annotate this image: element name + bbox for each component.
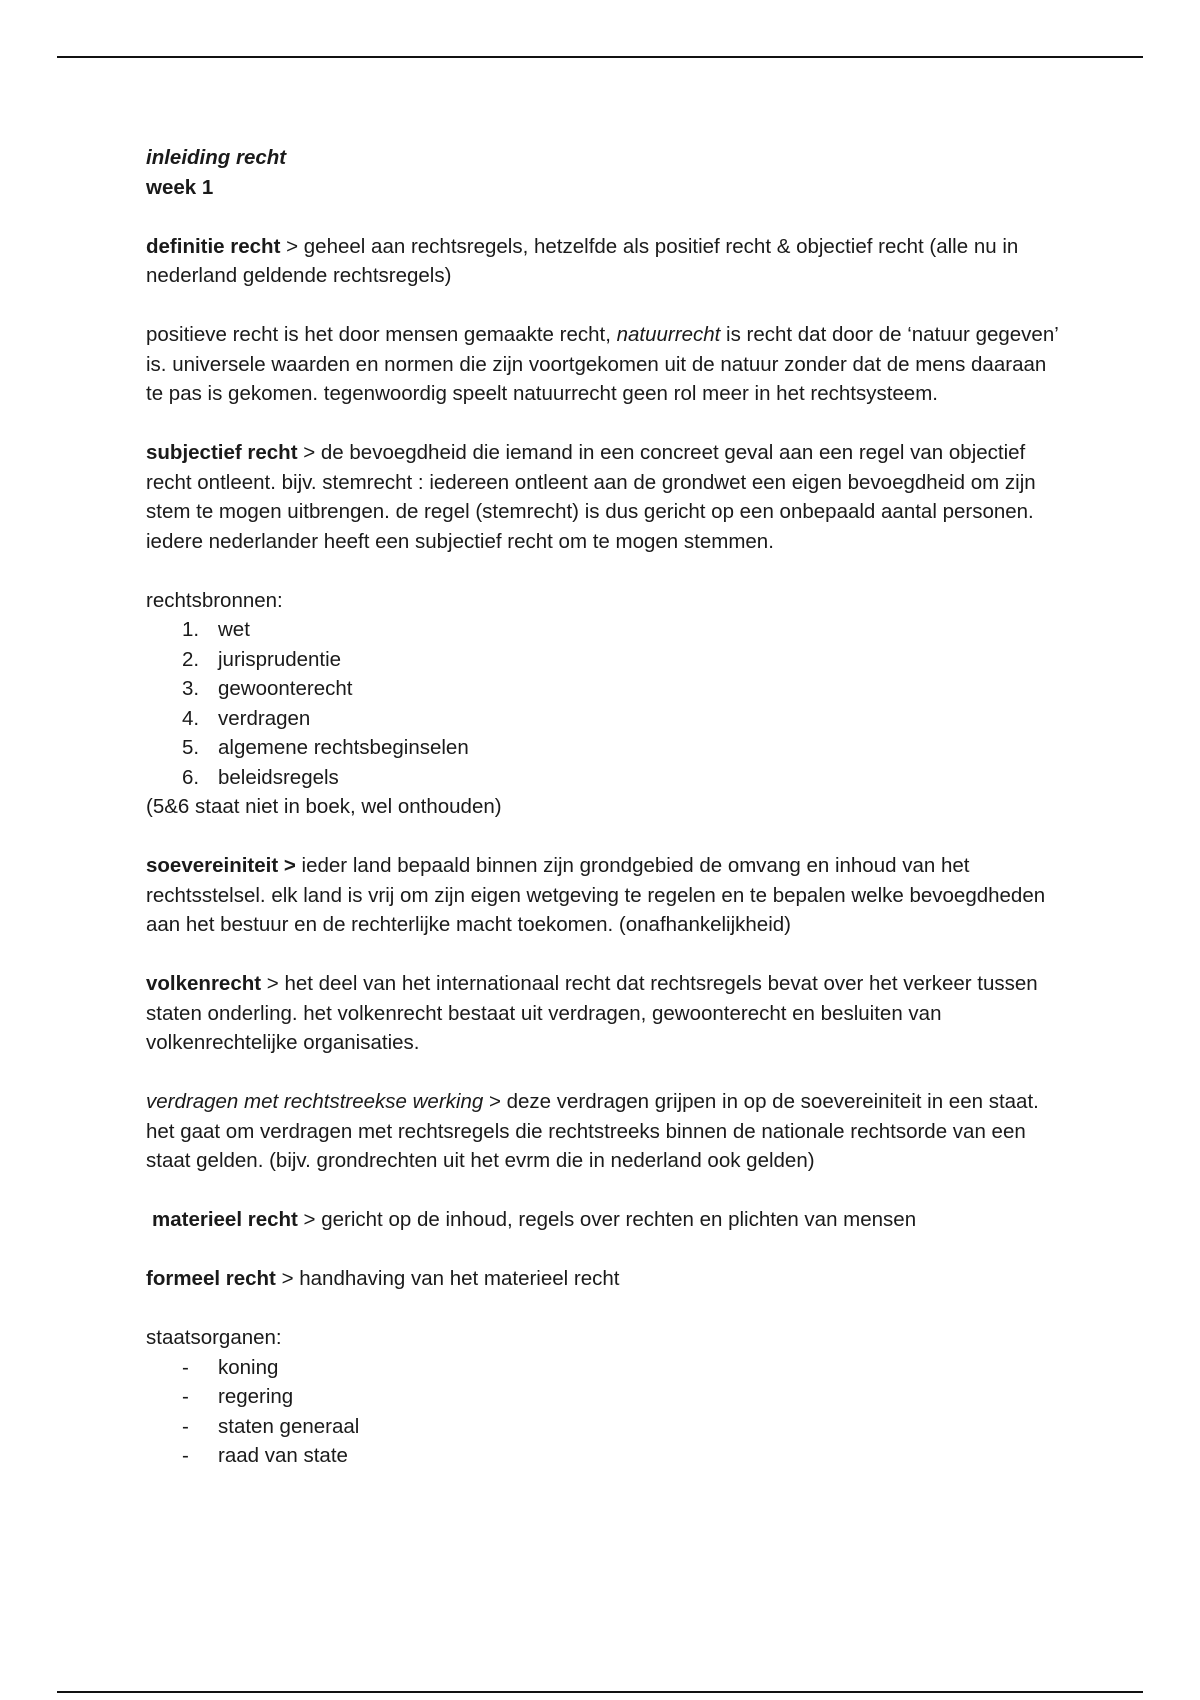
top-rule (57, 56, 1143, 58)
list-item-label: koning (218, 1355, 279, 1379)
document-title: inleiding recht (146, 146, 287, 169)
paragraph-soevereiniteit (146, 851, 1066, 940)
list-item-label: algemene rechtsbeginselen (218, 736, 469, 759)
term-soevereiniteit: soevereiniteit > (146, 854, 296, 877)
list-item (146, 704, 1066, 734)
bullet-marker: - (182, 1385, 189, 1408)
list-item (146, 645, 1066, 675)
list-item-label: raad van state (218, 1444, 348, 1467)
week-label: week 1 (146, 175, 214, 199)
paragraph-volkenrecht (146, 969, 1066, 1058)
paragraph-subjectief-recht (146, 438, 1066, 556)
bottom-rule (57, 1691, 1143, 1693)
list-item (146, 674, 1066, 704)
staatsorganen-heading: staatsorganen: (146, 1326, 282, 1349)
list-item-label: jurisprudentie (218, 647, 342, 671)
list-number: 3. (182, 677, 200, 700)
list-item-label: verdragen (218, 706, 311, 730)
paragraph-definitie (146, 232, 1066, 291)
list-item (146, 1441, 1066, 1471)
rechtsbronnen-list (146, 615, 1066, 792)
rechtsbronnen-heading: rechtsbronnen: (146, 588, 283, 612)
paragraph-materieel-recht (146, 1205, 1066, 1235)
term-materieel-recht: materieel recht (152, 1208, 298, 1231)
document-header (146, 143, 1066, 202)
soevereiniteit-text: ieder land bepaald binnen zijn grondgebied de omvang en inhoud van het rechtsstelsel. elk land is vrij om zijn eigen wetgeving te regelen en te bepalen welke bevoegdheden aan het bestuur en de rechterlijke macht toekomen. (onafhankelijkheid) (146, 854, 1046, 936)
definitie-text: > geheel aan rechtsregels, hetzelfde als positief recht & objectief recht (alle nu in nederland geldende rechtsregels) (146, 234, 1019, 287)
term-formeel-recht: formeel recht (146, 1267, 276, 1290)
list-number: 2. (182, 647, 200, 671)
list-item (146, 763, 1066, 793)
list-item-label: wet (218, 618, 250, 641)
term-volkenrecht: volkenrecht (146, 972, 262, 995)
list-item-label: gewoonterecht (218, 677, 353, 700)
list-item (146, 615, 1066, 645)
bullet-marker: - (182, 1355, 189, 1379)
list-item (146, 1353, 1066, 1383)
paragraph-formeel-recht (146, 1264, 1066, 1294)
section-rechtsbronnen (146, 586, 1066, 822)
materieel-text: > gericht op de inhoud, regels over rechten en plichten van mensen (297, 1208, 917, 1231)
paragraph-verdragen (146, 1087, 1066, 1176)
term-definitie-recht: definitie recht (146, 234, 281, 258)
term-verdragen-rechtstreekse-werking: verdragen met rechtstreekse werking (146, 1090, 484, 1113)
term-subjectief-recht: subjectief recht (146, 441, 298, 464)
list-number: 1. (182, 618, 200, 641)
list-number: 6. (182, 765, 200, 789)
verdragen-text: > deze verdragen grijpen in op de soevereiniteit in een staat. het gaat om verdragen met rechtsregels die rechtstreeks binnen de nationale rechtsorde van een staat gelden. (bijv. grondrechten uit het evrm die in nederland ook gelden) (146, 1090, 1039, 1172)
list-item (146, 733, 1066, 763)
rechtsbronnen-note: (5&6 staat niet in boek, wel onthouden) (146, 795, 502, 818)
list-item (146, 1382, 1066, 1412)
bullet-marker: - (182, 1414, 189, 1438)
subjectief-text: > de bevoegdheid die iemand in een concreet geval aan een regel van objectief recht ontleent. bijv. stemrecht : iedereen ontleent aan de grondwet een eigen bevoegdheid om zijn stem te mogen uitbrengen. de regel (stemrecht) is dus gericht op een onbepaald aantal personen. iedere nederlander heeft een subjectief recht om te mogen stemmen. (146, 441, 1036, 553)
list-item (146, 1412, 1066, 1442)
section-staatsorganen (146, 1323, 1066, 1471)
volkenrecht-text: > het deel van het internationaal recht dat rechtsregels bevat over het verkeer tussen staten onderling. het volkenrecht bestaat uit verdragen, gewoonterecht en besluiten van volkenrechtelijke organisaties. (146, 972, 1038, 1054)
list-item-label: beleidsregels (218, 765, 339, 789)
list-number: 4. (182, 706, 200, 730)
formeel-text: > handhaving van het materieel recht (275, 1267, 620, 1290)
positief-text-a: positieve recht is het door mensen gemaakte recht, (146, 323, 617, 346)
paragraph-positief-recht (146, 320, 1066, 409)
positief-text-b: is recht dat door de ‘natuur gegeven’ is. universele waarden en normen die zijn voortgekomen uit de natuur zonder dat de mens daaraan te pas is gekomen. tegenwoordig speelt natuurrecht geen rol meer in het rechtsysteem. (146, 323, 1059, 405)
list-item-label: staten generaal (218, 1414, 360, 1438)
list-item-label: regering (218, 1385, 294, 1408)
staatsorganen-list (146, 1353, 1066, 1471)
bullet-marker: - (182, 1444, 189, 1467)
list-number: 5. (182, 736, 200, 759)
document-body (146, 143, 1066, 1500)
term-natuurrecht: natuurrecht (616, 323, 721, 346)
